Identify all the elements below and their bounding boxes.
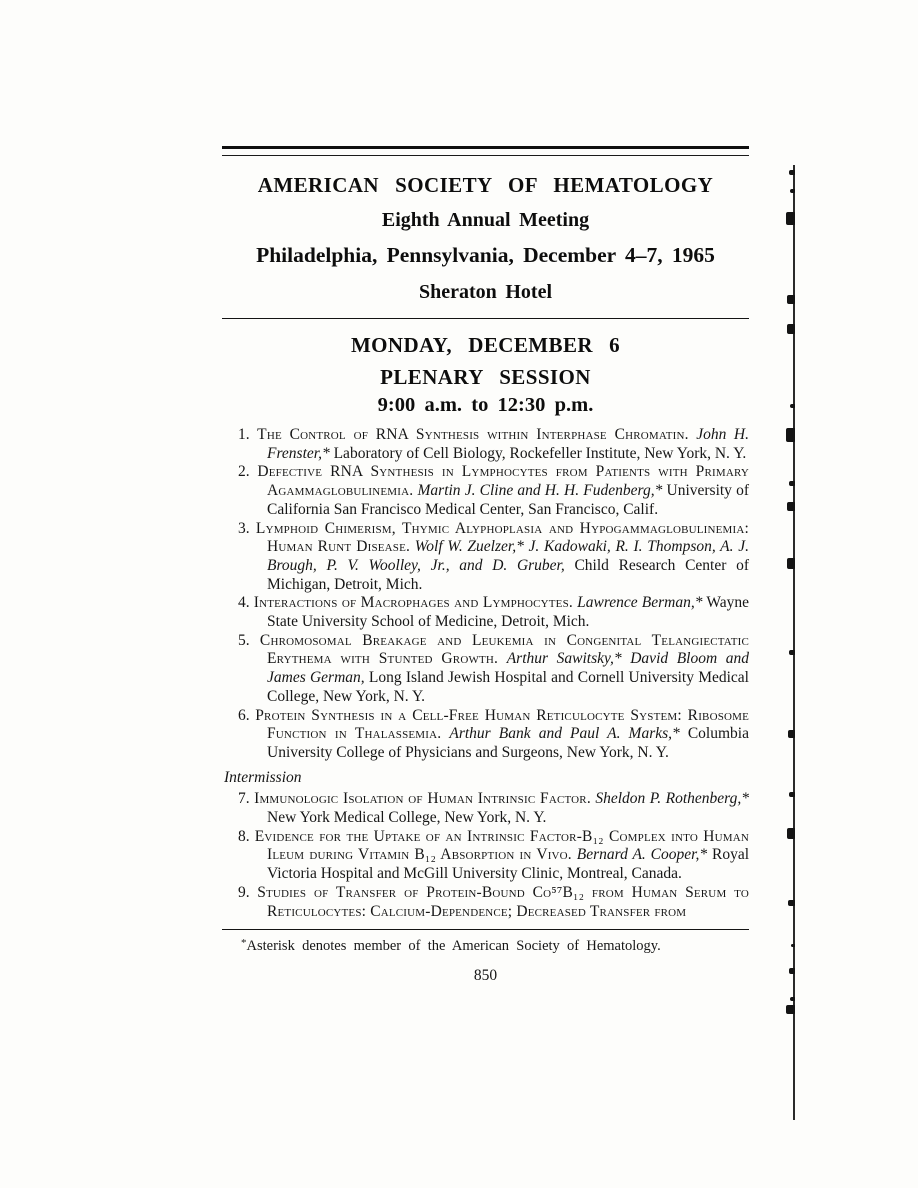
item-title: Immunologic Isolation of Human Intrinsic Factor. (254, 790, 591, 808)
item-authors: John H. Frenster,* (267, 426, 749, 462)
scan-blob (790, 997, 795, 1001)
scan-blob (787, 324, 795, 334)
program-item-3 (222, 520, 749, 595)
scan-blob (789, 170, 795, 175)
item-affiliation: Wayne State University School of Medicine, Detroit, Mich. (267, 594, 750, 631)
item-authors: Bernard A. Cooper,* (576, 846, 708, 864)
item-authors: Arthur Sawitsky,* David Bloom and James German, (267, 650, 750, 687)
footnote-text: Asterisk denotes member of the American Society of Hematology. (246, 938, 661, 955)
session-time: 9:00 a.m. to 12:30 p.m. (377, 394, 594, 416)
program-item-8 (222, 828, 749, 884)
scan-blob (787, 558, 795, 569)
item-affiliation: Child Research Center of Michigan, Detroit, Mich. (267, 556, 749, 593)
scan-blob (791, 944, 795, 947)
scan-blob (787, 828, 795, 839)
item-authors: Martin J. Cline and H. H. Fudenberg,* (417, 482, 663, 500)
item-affiliation: University of California San Francisco Medical Center, San Francisco, Calif. (267, 482, 750, 518)
item-number: 7. (238, 790, 250, 808)
program-list (222, 426, 749, 921)
item-number: 1. (238, 426, 250, 443)
item-number: 3. (238, 519, 250, 537)
intermission-label: Intermission (224, 768, 302, 786)
item-title: Evidence for the Uptake of an Intrinsic Factor-B₁₂ Complex into Human Ileum during Vitamin B₁₂ Absorption in Vivo. (254, 827, 749, 864)
top-double-rule (222, 146, 749, 156)
page-content (222, 146, 749, 985)
footnote-marker: * (241, 937, 247, 950)
item-number: 4. (238, 594, 250, 612)
society-title: AMERICAN SOCIETY OF HEMATOLOGY (257, 173, 714, 197)
program-item-5 (222, 632, 749, 707)
page-number: 850 (473, 967, 498, 985)
item-authors: Sheldon P. Rothenberg,* (595, 790, 749, 808)
footnote (241, 937, 749, 955)
item-authors: Lawrence Berman,* (577, 594, 703, 612)
program-item-4 (222, 594, 749, 631)
footnote-rule (222, 929, 749, 930)
header-rule (222, 318, 749, 319)
scan-blob (787, 502, 795, 511)
item-authors: Arthur Bank and Paul A. Marks,* (449, 725, 680, 743)
item-affiliation: Long Island Jewish Hospital and Cornell University Medical College, New York, N. Y. (267, 669, 749, 705)
scan-blob (789, 792, 795, 797)
item-authors: Wolf W. Zuelzer,* J. Kadowaki, R. I. Thompson, A. J. Brough, P. V. Woolley, Jr., and D. Gruber, (267, 538, 749, 574)
item-number: 2. (238, 463, 250, 481)
scan-blob (790, 189, 795, 193)
scan-blob (789, 650, 795, 655)
item-affiliation: Columbia University College of Physicians and Surgeons, New York, N. Y. (267, 725, 749, 761)
item-title: Chromosomal Breakage and Leukemia in Congenital Telangiectatic Erythema with Stunted Growth. (259, 631, 749, 668)
item-title: Studies of Transfer of Protein-Bound Co⁵⁷B₁₂ from Human Serum to Reticulocytes: Calcium-Dependence; Decreased Transfer from (257, 883, 749, 920)
scan-blob (786, 212, 795, 225)
item-number: 8. (238, 827, 250, 845)
location-date: Philadelphia, Pennsylvania, December 4–7, 1965 (256, 243, 715, 267)
scan-blob (788, 900, 795, 906)
program-item-6 (222, 707, 749, 763)
item-title: The Control of RNA Synthesis within Interphase Chromatin. (257, 426, 689, 443)
item-title: Defective RNA Synthesis in Lymphocytes from Patients with Primary Agammaglobulinemia. (257, 463, 750, 500)
item-title: Protein Synthesis in a Cell-Free Human Reticulocyte System: Ribosome Function in Thalassemia. (255, 706, 750, 743)
item-number: 5. (238, 631, 250, 649)
scan-blob (789, 481, 795, 486)
scan-blob (789, 968, 795, 974)
item-affiliation: Royal Victoria Hospital and McGill University Clinic, Montreal, Canada. (267, 846, 750, 883)
program-item-7 (222, 790, 749, 827)
item-number: 6. (238, 706, 250, 724)
session-day: MONDAY, DECEMBER 6 (350, 333, 621, 357)
scan-blob (787, 295, 795, 304)
item-title: Interactions of Macrophages and Lymphocytes. (253, 594, 573, 612)
program-item-9 (222, 884, 749, 921)
scan-blob (788, 730, 795, 738)
item-number: 9. (238, 883, 250, 901)
scan-blob (786, 428, 795, 442)
item-affiliation: Laboratory of Cell Biology, Rockefeller Institute, New York, N. Y. (333, 444, 747, 462)
item-title: Lymphoid Chimerism, Thymic Alyphoplasia and Hypogammaglobulinemia: Human Runt Disease. (255, 519, 749, 556)
scan-blob (790, 404, 795, 408)
item-affiliation: New York Medical College, New York, N. Y. (267, 809, 547, 827)
meeting-title: Eighth Annual Meeting (381, 209, 590, 231)
scan-blob (786, 1005, 795, 1014)
session-name: PLENARY SESSION (380, 365, 591, 389)
program-item-2 (222, 463, 749, 519)
binding-edge-line (793, 165, 795, 1120)
venue-name: Sheraton Hotel (418, 281, 553, 303)
program-item-1 (222, 426, 749, 463)
